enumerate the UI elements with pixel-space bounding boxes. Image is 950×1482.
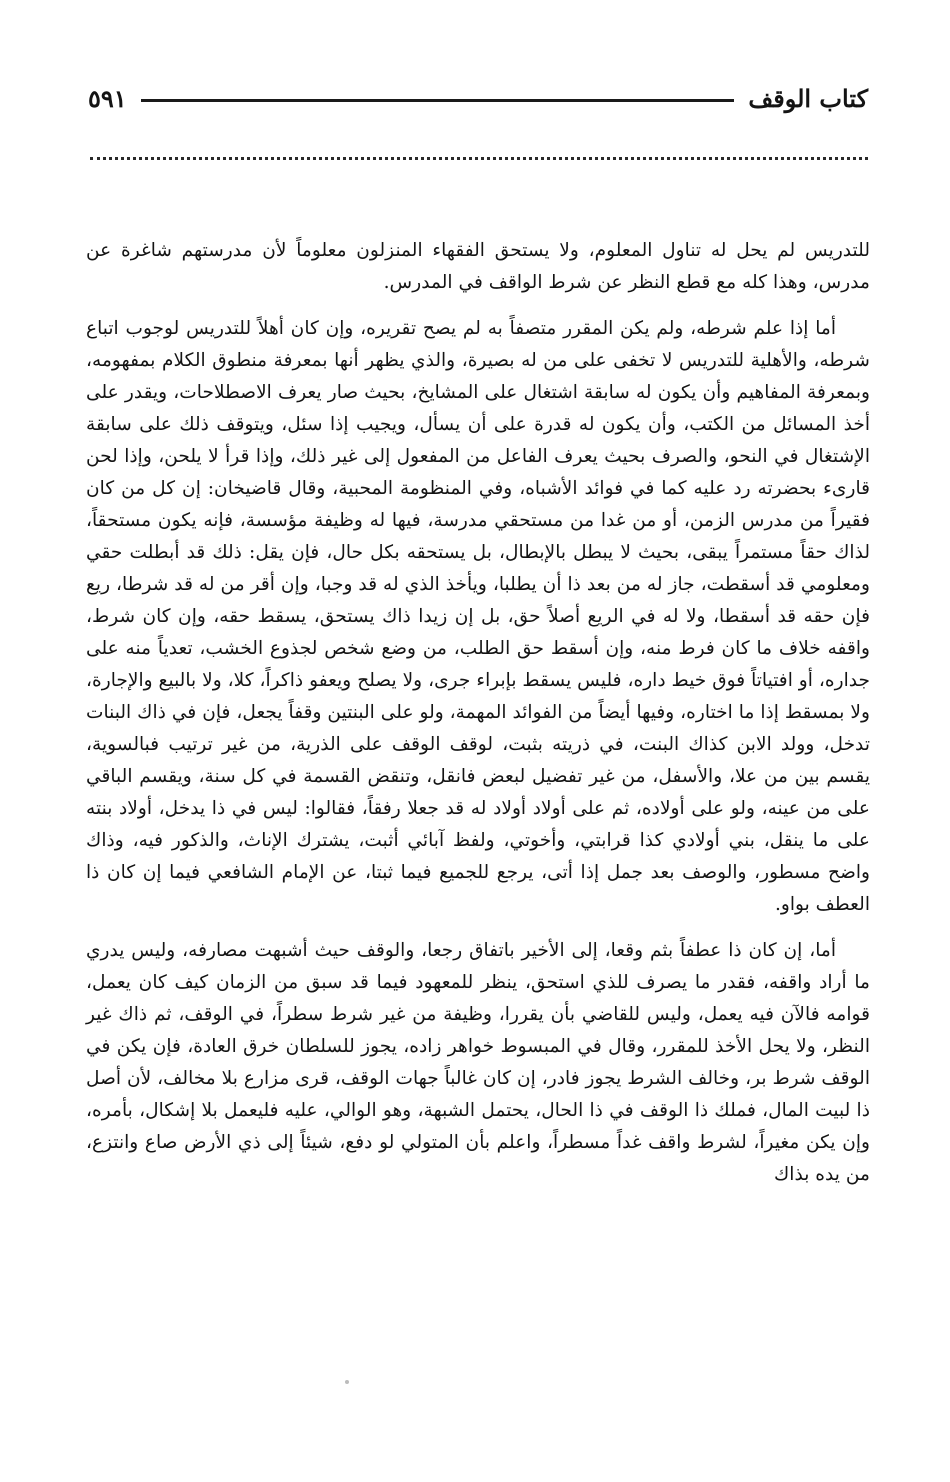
paragraph-2: أما إذا علم شرطه، ولم يكن المقرر متصفاً به لم يصح تقريره، وإن كان أهلاً للتدريس لوجوب اتباع شرطه، والأهلية للتدريس لا تخفى على من له بصيرة، والذي يظهر أنها بمعرفة منطوق الكلام بمفهومه، وبمعرفة المفاهيم وأن يكون له سابقة اشتغال على المشايخ، بحيث صار يعرف الاصطلاحات، ويقدر على أخذ المسائل من الكتب، وأن يكون له قدرة على أن يسأل، ويجيب إذا سئل، ويتوقف ذلك على سابقة الإشتغال في النحو، والصرف بحيث يعرف الفاعل من المفعول إلى غير ذلك، وإذا قرأ لا يلحن، وإذا لحن قارىء بحضرته رد عليه كما في فوائد الأشباه، وفي المنظومة المحبية، وقال قاضيخان: إن كل من كان فقيراً من مدرس الزمن، أو من غدا من مستحقي مدرسة، فيها له وظيفة مؤسسة، فإنه يكون مستحقاً، لذاك حقاً مستمراً يبقى، بحيث لا يبطل بالإبطال، بل يستحقه بكل حال، فإن يقل: ذلك قد أبطلت حقي ومعلومي قد أسقطت، جاز له من بعد ذا أن يطلبا، ويأخذ الذي له قد وجبا، وإن أقر من له قد شرطا، ريع فإن حقه قد أسقطا، ولا له في الريع أصلاً حق، بل إن زيدا ذاك يستحق، يسقط حقه، وإن كان شرط، واقفه خلاف ما كان فرط منه، وإن أسقط حق الطلب، من وضع شخص لجذوع الخشب، تعدياً منه على جداره، أو افتياتاً فوق خيط داره، فليس يسقط بإبراء جرى، ولا يصلح ويعفو ذاكراً، كلا، ولا بالبيع والإجارة، ولا بمسقط إذا ما اختاره، وفيها أيضاً من الفوائد المهمة، ولو على البنتين وقفاً يجعل، فإن في ذاك البنات تدخل، وولد الابن كذاك البنت، في ذريته بثبت، لوقف الوقف على الذرية، من غير ترتيب فبالسوية، يقسم بين من علا، والأسفل، من غير تفضيل لبعض فانقل، وتنقض القسمة في كل سنة، ويقسم الباقي على من عينه، ولو على أولاده، ثم على أولاد أولاد له قد جعلا رفقاً، فقالوا: ليس في ذا يدخل، أولاد بنته على ما ينقل، بني أولادي كذا قرابتي، وأخوتي، ولفظ آبائي أثبت، يشترك الإناث، والذكور فيه، وذاك واضح مسطور، والوصف بعد جمل إذا أتى، يرجع للجميع فيما ثبتا، عن الإمام الشافعي فيما إن كان ذا العطف بواو. bbox=[86, 318, 870, 915]
paragraph-3: أما، إن كان ذا عطفاً بثم وقعا، إلى الأخير باتفاق رجعا، والوقف حيث أشبهت مصارفه، وليس يدري ما أراد واقفه، فقدر ما يصرف للذي استحق، ينظر للمعهود فيما قد سبق من الزمان كيف كان يعمل، قوامه فالآن فيه يعمل، وليس للقاضي بأن يقررا، وظيفة من غير شرط سطراً، في الوقف، ثم ذاك غير النظر، ولا يحل الأخذ للمقرر، وقال في المبسوط خواهر زاده، يجوز للسلطان خرق العادة، فإن يكن في الوقف شرط بر، وخالف الشرط يجوز فادر، إن كان غالباً جهات الوقف، قرى مزارع بلا مخالف، لأن أصل ذا لبيت المال، فملك ذا الوقف في ذا الحال، يحتمل الشبهة، وهو الوالي، عليه فليعمل بلا إشكال، بأمره، وإن يكن مغيراً، لشرط واقف غداً مسطراً، واعلم بأن المتولي لو دفع، شيئاً إلى ذي الأرض صاع وانتزع، من يده بذاك bbox=[86, 940, 870, 1185]
header-rule bbox=[141, 99, 735, 102]
page-number: ٥٩١ bbox=[88, 83, 127, 113]
scan-speck bbox=[345, 1380, 349, 1384]
page-header bbox=[88, 78, 868, 118]
running-title: كتاب الوقف bbox=[748, 83, 868, 113]
body-text bbox=[86, 235, 870, 1205]
paragraph-1: للتدريس لم يحل له تناول المعلوم، ولا يستحق الفقهاء المنزلون معلوماً لأن مدرستهم شاغرة عن مدرس، وهذا كله مع قطع النظر عن شرط الواقف في المدرس. bbox=[86, 240, 870, 293]
dotted-separator bbox=[90, 157, 868, 160]
